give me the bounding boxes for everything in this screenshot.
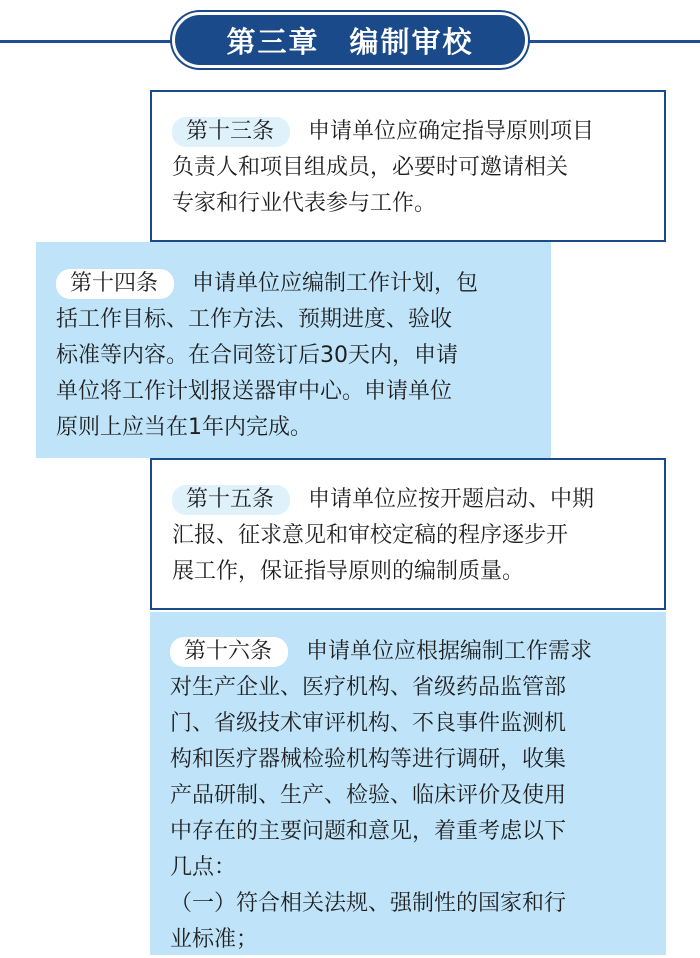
article-15-card	[150, 458, 666, 610]
article-text-line: 原则上应当在1年内完成。	[56, 415, 312, 440]
article-text-line: 括工作目标、工作方法、预期进度、验收	[56, 307, 453, 332]
chapter-number: 第三章	[226, 24, 320, 59]
article-text-line: 几点：	[170, 855, 237, 880]
article-text-line: 专家和行业代表参与工作。	[172, 191, 437, 216]
article-label: 第十六条	[170, 637, 288, 667]
article-text-line: 负责人和项目组成员，必要时可邀请相关	[172, 155, 569, 180]
article-label: 第十四条	[56, 269, 174, 299]
article-text-line: 申请单位应根据编制工作需求	[306, 639, 593, 664]
article-text-line: 对生产企业、医疗机构、省级药品监管部	[170, 675, 567, 700]
article-text-line: 申请单位应按开题启动、中期	[308, 487, 595, 512]
article-text-line: 门、省级技术审评机构、不良事件监测机	[170, 711, 567, 736]
article-text-line: 中存在的主要问题和意见，着重考虑以下	[170, 819, 567, 844]
chapter-heading	[172, 12, 528, 68]
article-label: 第十三条	[172, 117, 290, 147]
article-text-line: 业标准；	[170, 927, 259, 952]
article-text-line: 单位将工作计划报送器审中心。申请单位	[56, 379, 453, 404]
article-text-line: （一）符合相关法规、强制性的国家和行	[170, 891, 567, 916]
article-text-line: 申请单位应确定指导原则项目	[308, 119, 595, 144]
article-label: 第十五条	[172, 485, 290, 515]
article-text-line: 申请单位应编制工作计划，包	[192, 271, 479, 296]
article-text-line: 构和医疗器械检验机构等进行调研，收集	[170, 747, 567, 772]
article-text-line: 产品研制、生产、检验、临床评价及使用	[170, 783, 567, 808]
chapter-title: 编制审校	[349, 24, 474, 59]
article-text-line: 汇报、征求意见和审校定稿的程序逐步开	[172, 523, 569, 548]
article-13-card	[150, 90, 666, 242]
article-text-line: 展工作，保证指导原则的编制质量。	[172, 559, 525, 584]
article-14-card	[36, 242, 551, 458]
article-16-card	[150, 612, 666, 955]
article-text-line: 标准等内容。在合同签订后30天内，申请	[56, 343, 458, 368]
